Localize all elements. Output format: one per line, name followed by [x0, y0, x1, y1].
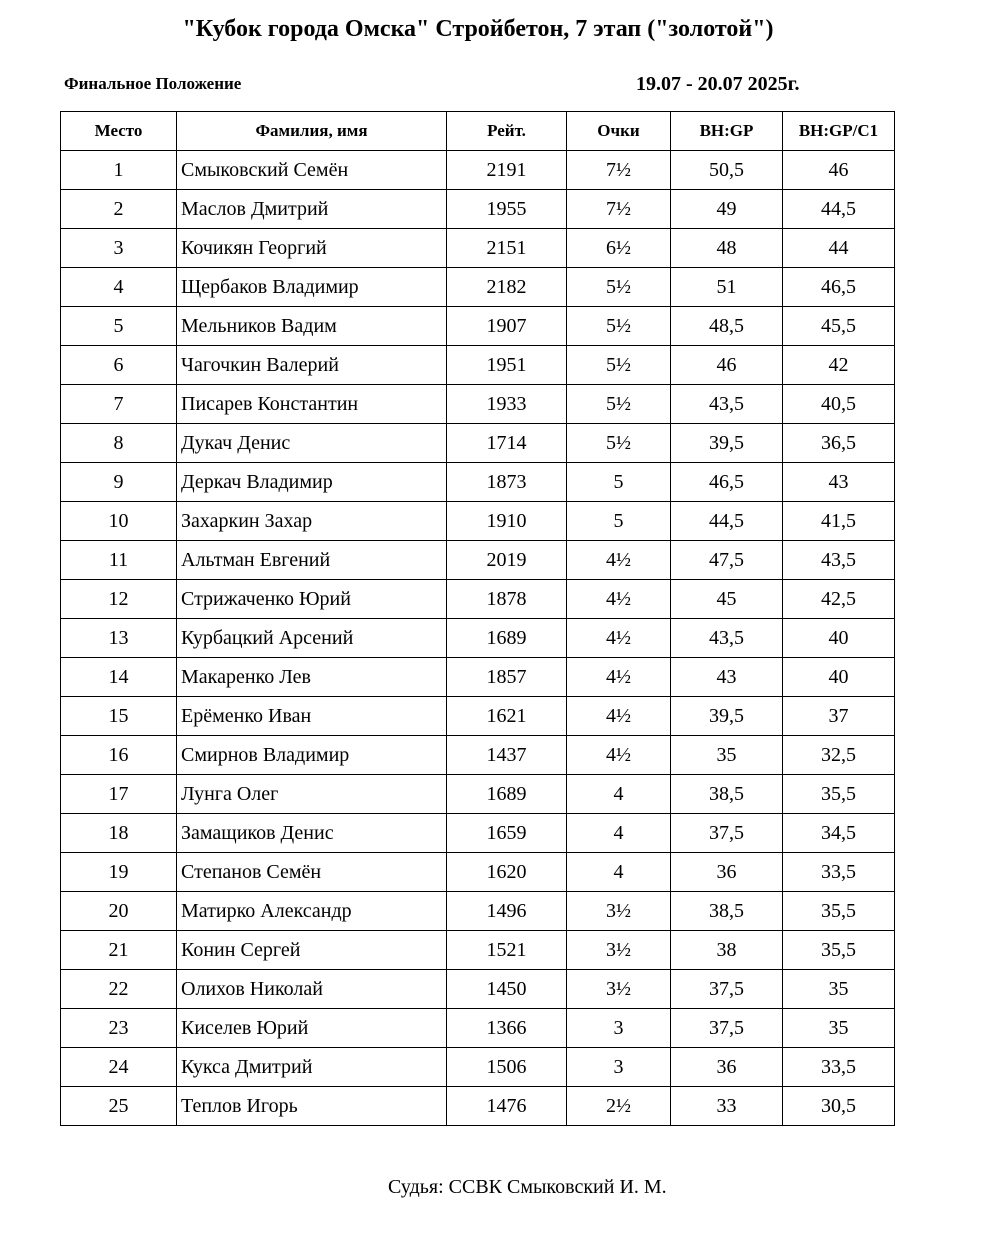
- table-row: [61, 697, 895, 736]
- cell-bh-gp: 46: [671, 346, 783, 385]
- cell-place: 22: [61, 970, 177, 1009]
- cell-place: 21: [61, 931, 177, 970]
- cell-bh-gp: 47,5: [671, 541, 783, 580]
- cell-place: 3: [61, 229, 177, 268]
- cell-rating: 1857: [447, 658, 567, 697]
- cell-points: 7½: [567, 151, 671, 190]
- cell-points: 3½: [567, 892, 671, 931]
- cell-points: 4: [567, 814, 671, 853]
- cell-bh-gp: 43: [671, 658, 783, 697]
- column-header-name: Фамилия, имя: [177, 112, 447, 151]
- cell-points: 5: [567, 502, 671, 541]
- cell-bh-gp-c1: 43: [783, 463, 895, 502]
- table-row: [61, 541, 895, 580]
- cell-points: 4: [567, 775, 671, 814]
- cell-bh-gp: 43,5: [671, 385, 783, 424]
- table-row: [61, 892, 895, 931]
- cell-place: 12: [61, 580, 177, 619]
- cell-bh-gp-c1: 30,5: [783, 1087, 895, 1126]
- cell-name: Чагочкин Валерий: [177, 346, 447, 385]
- cell-rating: 2151: [447, 229, 567, 268]
- cell-bh-gp: 48,5: [671, 307, 783, 346]
- cell-points: 4½: [567, 580, 671, 619]
- cell-bh-gp-c1: 44: [783, 229, 895, 268]
- cell-points: 4½: [567, 736, 671, 775]
- cell-points: 4: [567, 853, 671, 892]
- cell-name: Дукач Денис: [177, 424, 447, 463]
- cell-points: 4½: [567, 619, 671, 658]
- cell-bh-gp-c1: 40: [783, 658, 895, 697]
- cell-points: 5: [567, 463, 671, 502]
- document-subtitle: Финальное Положение: [64, 74, 242, 93]
- cell-bh-gp: 49: [671, 190, 783, 229]
- cell-rating: 1437: [447, 736, 567, 775]
- cell-bh-gp-c1: 32,5: [783, 736, 895, 775]
- cell-name: Киселев Юрий: [177, 1009, 447, 1048]
- cell-bh-gp: 37,5: [671, 1009, 783, 1048]
- cell-name: Кочикян Георгий: [177, 229, 447, 268]
- cell-place: 25: [61, 1087, 177, 1126]
- cell-points: 5½: [567, 385, 671, 424]
- cell-bh-gp-c1: 36,5: [783, 424, 895, 463]
- cell-place: 18: [61, 814, 177, 853]
- cell-name: Щербаков Владимир: [177, 268, 447, 307]
- table-row: [61, 1048, 895, 1087]
- standings-body: [61, 151, 895, 1126]
- cell-rating: 1506: [447, 1048, 567, 1087]
- cell-bh-gp-c1: 45,5: [783, 307, 895, 346]
- cell-bh-gp: 36: [671, 1048, 783, 1087]
- cell-points: 7½: [567, 190, 671, 229]
- cell-place: 16: [61, 736, 177, 775]
- cell-rating: 2182: [447, 268, 567, 307]
- cell-bh-gp-c1: 42,5: [783, 580, 895, 619]
- cell-place: 20: [61, 892, 177, 931]
- table-row: [61, 775, 895, 814]
- cell-bh-gp: 38: [671, 931, 783, 970]
- cell-points: 3½: [567, 931, 671, 970]
- cell-bh-gp-c1: 34,5: [783, 814, 895, 853]
- cell-place: 14: [61, 658, 177, 697]
- table-row: [61, 307, 895, 346]
- table-row: [61, 580, 895, 619]
- cell-name: Лунга Олег: [177, 775, 447, 814]
- cell-bh-gp-c1: 33,5: [783, 1048, 895, 1087]
- cell-place: 8: [61, 424, 177, 463]
- cell-bh-gp: 38,5: [671, 775, 783, 814]
- cell-bh-gp: 37,5: [671, 970, 783, 1009]
- cell-bh-gp-c1: 40,5: [783, 385, 895, 424]
- cell-place: 11: [61, 541, 177, 580]
- cell-name: Макаренко Лев: [177, 658, 447, 697]
- table-row: [61, 931, 895, 970]
- cell-points: 4½: [567, 541, 671, 580]
- cell-place: 10: [61, 502, 177, 541]
- cell-place: 7: [61, 385, 177, 424]
- cell-bh-gp: 45: [671, 580, 783, 619]
- cell-rating: 1955: [447, 190, 567, 229]
- cell-bh-gp-c1: 35,5: [783, 892, 895, 931]
- cell-rating: 1521: [447, 931, 567, 970]
- table-row: [61, 970, 895, 1009]
- cell-rating: 1620: [447, 853, 567, 892]
- cell-points: 5½: [567, 268, 671, 307]
- cell-rating: 1689: [447, 619, 567, 658]
- cell-points: 4½: [567, 658, 671, 697]
- table-row: [61, 619, 895, 658]
- column-header-place: Место: [61, 112, 177, 151]
- cell-points: 4½: [567, 697, 671, 736]
- cell-points: 3½: [567, 970, 671, 1009]
- cell-bh-gp-c1: 35,5: [783, 775, 895, 814]
- tournament-dates: 19.07 - 20.07 2025г.: [636, 73, 800, 95]
- cell-bh-gp-c1: 41,5: [783, 502, 895, 541]
- cell-name: Деркач Владимир: [177, 463, 447, 502]
- cell-name: Альтман Евгений: [177, 541, 447, 580]
- cell-bh-gp-c1: 44,5: [783, 190, 895, 229]
- cell-bh-gp: 50,5: [671, 151, 783, 190]
- cell-rating: 1659: [447, 814, 567, 853]
- cell-place: 13: [61, 619, 177, 658]
- cell-bh-gp: 39,5: [671, 697, 783, 736]
- column-header-bh-gp-c1: ВН:GP/C1: [783, 112, 895, 151]
- cell-place: 1: [61, 151, 177, 190]
- cell-points: 2½: [567, 1087, 671, 1126]
- table-row: [61, 385, 895, 424]
- cell-bh-gp-c1: 42: [783, 346, 895, 385]
- cell-place: 19: [61, 853, 177, 892]
- cell-place: 2: [61, 190, 177, 229]
- column-header-bh-gp: ВН:GP: [671, 112, 783, 151]
- header-row: [61, 112, 895, 151]
- cell-place: 4: [61, 268, 177, 307]
- cell-bh-gp: 51: [671, 268, 783, 307]
- cell-rating: 1933: [447, 385, 567, 424]
- table-row: [61, 346, 895, 385]
- cell-bh-gp-c1: 46: [783, 151, 895, 190]
- cell-bh-gp: 36: [671, 853, 783, 892]
- table-row: [61, 1009, 895, 1048]
- cell-bh-gp: 48: [671, 229, 783, 268]
- column-header-rating: Рейт.: [447, 112, 567, 151]
- cell-name: Замащиков Денис: [177, 814, 447, 853]
- cell-bh-gp-c1: 35: [783, 970, 895, 1009]
- cell-bh-gp-c1: 37: [783, 697, 895, 736]
- table-row: [61, 424, 895, 463]
- table-row: [61, 853, 895, 892]
- standings-table: [60, 111, 895, 1126]
- table-row: [61, 736, 895, 775]
- cell-name: Стрижаченко Юрий: [177, 580, 447, 619]
- cell-points: 3: [567, 1009, 671, 1048]
- cell-points: 3: [567, 1048, 671, 1087]
- table-row: [61, 658, 895, 697]
- cell-rating: 1476: [447, 1087, 567, 1126]
- cell-rating: 1496: [447, 892, 567, 931]
- cell-rating: 1621: [447, 697, 567, 736]
- cell-place: 9: [61, 463, 177, 502]
- cell-rating: 1714: [447, 424, 567, 463]
- cell-name: Захаркин Захар: [177, 502, 447, 541]
- cell-rating: 2019: [447, 541, 567, 580]
- cell-name: Ерёменко Иван: [177, 697, 447, 736]
- cell-bh-gp: 35: [671, 736, 783, 775]
- cell-place: 24: [61, 1048, 177, 1087]
- document-title: "Кубок города Омска" Стройбетон, 7 этап ("золотой"): [182, 16, 774, 42]
- cell-bh-gp-c1: 40: [783, 619, 895, 658]
- cell-bh-gp: 44,5: [671, 502, 783, 541]
- table-row: [61, 229, 895, 268]
- cell-bh-gp-c1: 35: [783, 1009, 895, 1048]
- table-row: [61, 814, 895, 853]
- cell-place: 17: [61, 775, 177, 814]
- column-header-points: Очки: [567, 112, 671, 151]
- cell-name: Смирнов Владимир: [177, 736, 447, 775]
- cell-name: Маслов Дмитрий: [177, 190, 447, 229]
- cell-points: 6½: [567, 229, 671, 268]
- cell-bh-gp: 38,5: [671, 892, 783, 931]
- cell-name: Матирко Александр: [177, 892, 447, 931]
- table-row: [61, 190, 895, 229]
- cell-name: Теплов Игорь: [177, 1087, 447, 1126]
- cell-rating: 1450: [447, 970, 567, 1009]
- cell-place: 6: [61, 346, 177, 385]
- cell-points: 5½: [567, 346, 671, 385]
- cell-place: 23: [61, 1009, 177, 1048]
- cell-name: Олихов Николай: [177, 970, 447, 1009]
- cell-rating: 1910: [447, 502, 567, 541]
- cell-name: Писарев Константин: [177, 385, 447, 424]
- cell-rating: 1878: [447, 580, 567, 619]
- cell-name: Конин Сергей: [177, 931, 447, 970]
- cell-bh-gp-c1: 33,5: [783, 853, 895, 892]
- cell-rating: 1689: [447, 775, 567, 814]
- cell-rating: 1873: [447, 463, 567, 502]
- cell-bh-gp-c1: 35,5: [783, 931, 895, 970]
- cell-rating: 1907: [447, 307, 567, 346]
- cell-place: 5: [61, 307, 177, 346]
- standings-header: [61, 112, 895, 151]
- cell-bh-gp: 43,5: [671, 619, 783, 658]
- table-row: [61, 502, 895, 541]
- cell-place: 15: [61, 697, 177, 736]
- cell-rating: 1951: [447, 346, 567, 385]
- table-row: [61, 151, 895, 190]
- cell-bh-gp: 39,5: [671, 424, 783, 463]
- cell-bh-gp: 33: [671, 1087, 783, 1126]
- cell-name: Степанов Семён: [177, 853, 447, 892]
- cell-points: 5½: [567, 307, 671, 346]
- table-row: [61, 268, 895, 307]
- cell-bh-gp: 46,5: [671, 463, 783, 502]
- table-row: [61, 463, 895, 502]
- cell-bh-gp: 37,5: [671, 814, 783, 853]
- cell-name: Мельников Вадим: [177, 307, 447, 346]
- cell-name: Кукса Дмитрий: [177, 1048, 447, 1087]
- cell-points: 5½: [567, 424, 671, 463]
- cell-rating: 1366: [447, 1009, 567, 1048]
- cell-name: Курбацкий Арсений: [177, 619, 447, 658]
- cell-bh-gp-c1: 46,5: [783, 268, 895, 307]
- cell-bh-gp-c1: 43,5: [783, 541, 895, 580]
- judge-signature-line: Судья: ССВК Смыковский И. М.: [388, 1176, 667, 1198]
- cell-rating: 2191: [447, 151, 567, 190]
- table-row: [61, 1087, 895, 1126]
- cell-name: Смыковский Семён: [177, 151, 447, 190]
